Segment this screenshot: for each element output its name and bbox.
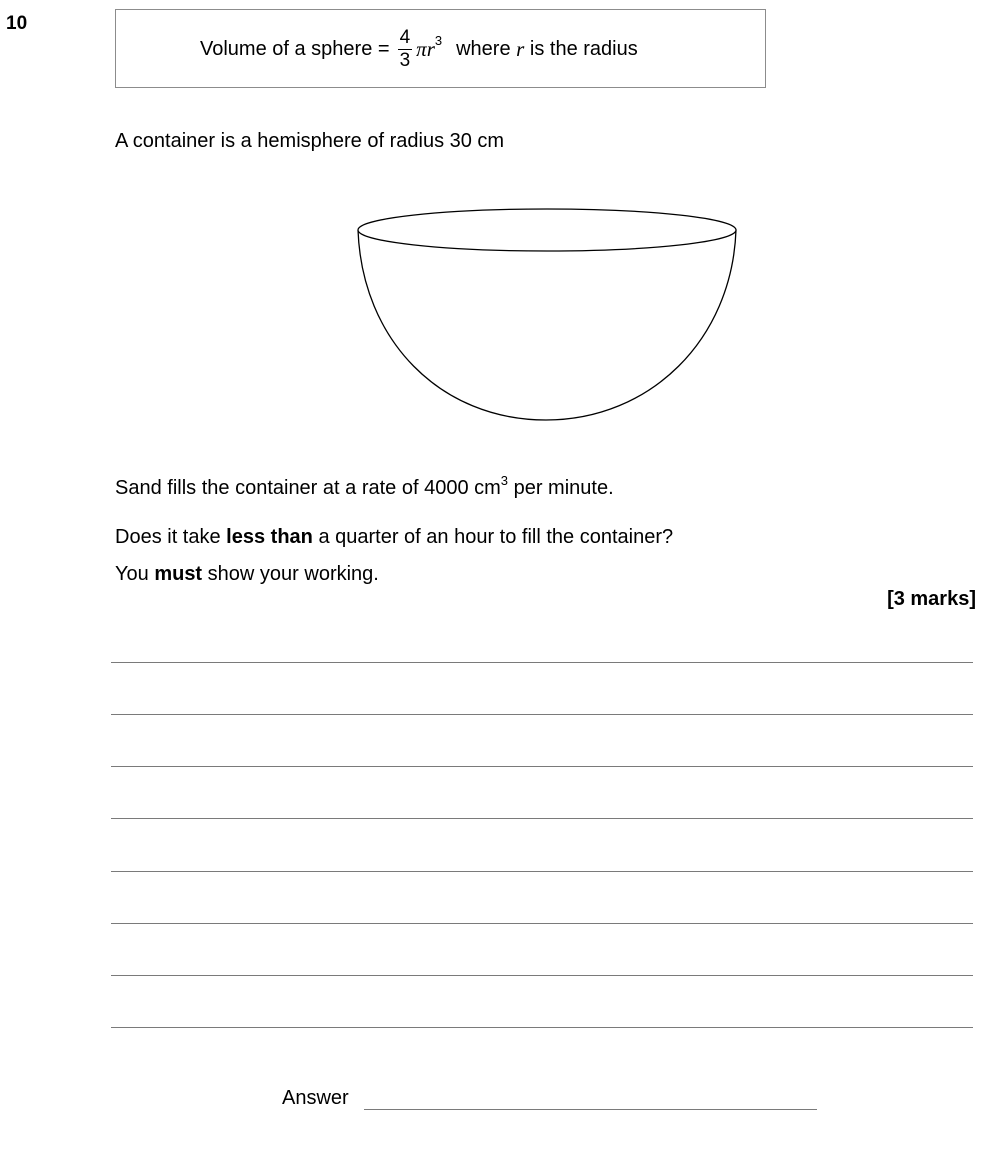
formula-prefix: Volume of a sphere = (200, 38, 390, 60)
pi-symbol: π (416, 37, 427, 61)
working-line[interactable] (111, 1027, 973, 1028)
radius-variable: r (426, 37, 435, 61)
fraction-denominator: 3 (399, 50, 411, 71)
sand-rate-text (115, 473, 614, 500)
answer-line[interactable] (364, 1109, 817, 1110)
question-after: a quarter of an hour to fill the container? (318, 526, 674, 548)
working-line[interactable] (111, 923, 973, 924)
container-description: A container is a hemisphere of radius 30 cm (115, 130, 505, 152)
fraction-numerator: 4 (399, 27, 411, 48)
marks-label: [3 marks] (887, 588, 976, 610)
answer-label: Answer (282, 1087, 349, 1109)
hemisphere-diagram (350, 200, 746, 428)
working-line[interactable] (111, 871, 973, 872)
formula-suffix: is the radius (529, 38, 638, 60)
question-before: Does it take (115, 526, 221, 548)
question-text (115, 526, 673, 549)
question-emphasis: less than (226, 526, 313, 548)
instruction-after: show your working. (207, 563, 379, 585)
question-number: 10 (6, 13, 28, 34)
working-line[interactable] (111, 714, 973, 715)
radius-variable-inline: r (516, 37, 525, 61)
sand-rate-exponent: 3 (500, 473, 509, 488)
instruction-text (115, 563, 379, 586)
fraction (398, 27, 413, 72)
working-line[interactable] (111, 975, 973, 976)
formula-where: where (456, 38, 511, 60)
sand-rate-after: per minute. (513, 477, 614, 499)
sand-rate-before: Sand fills the container at a rate of 4000 cm (115, 477, 501, 499)
hemisphere-bowl-outline (358, 230, 736, 420)
working-line[interactable] (111, 818, 973, 819)
formula-box (115, 9, 766, 88)
working-line[interactable] (111, 766, 973, 767)
formula (200, 10, 638, 89)
working-line[interactable] (111, 662, 973, 663)
hemisphere-rim (358, 209, 736, 251)
instruction-before: You (115, 563, 149, 585)
instruction-emphasis: must (154, 563, 203, 585)
cube-exponent: 3 (434, 33, 443, 48)
